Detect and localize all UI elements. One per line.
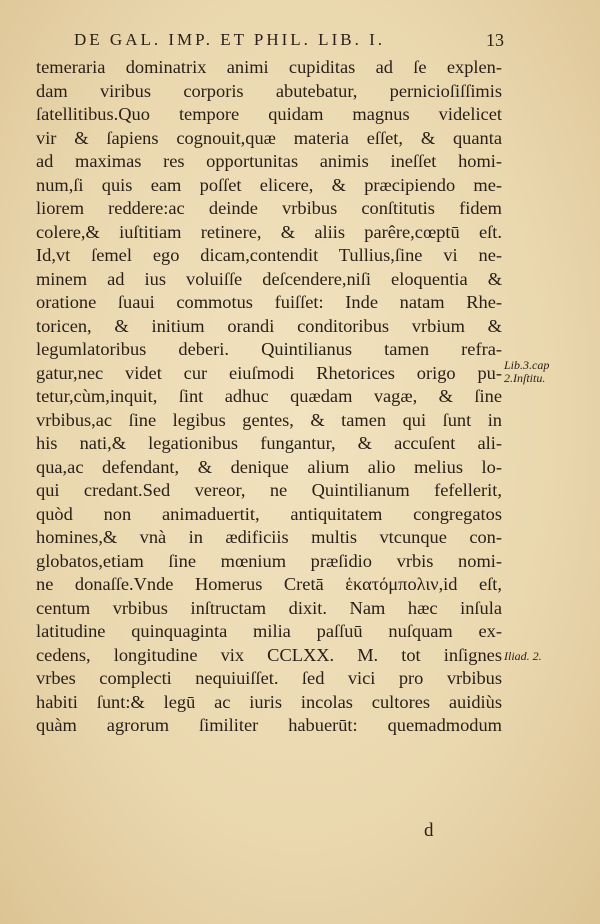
text-line: minem ad ius voluiſſe deſcendere,niſi eloquentia & — [36, 268, 502, 289]
text-line: vir & ſapiens cognouit,quæ materia eſſet, & quanta — [36, 127, 502, 148]
running-head: DE GAL. IMP. ET PHIL. LIB. I. — [74, 30, 385, 49]
text-line: temeraria dominatrix animi cupiditas ad ſe explen- — [36, 57, 502, 77]
text-line: legumlatoribus deberi. Quintilianus tamen refra- — [36, 339, 502, 359]
text-line: colere,& iuſtitiam retinere, & aliis parêre,cœptū eſt. — [36, 221, 502, 242]
margin-note-line: Lib.3.cap — [504, 358, 550, 372]
text-line: cedens, longitudine vix CCLXX. M. tot inſignes — [36, 644, 502, 665]
page-header — [74, 30, 504, 54]
text-line: qua,ac defendant, & denique alium alio melius lo- — [36, 456, 502, 477]
text-line: ad maximas res opportunitas animis ineſſet homi- — [36, 151, 502, 171]
text-line: homines,& vnà in ædificiis multis vtcunque con- — [36, 527, 502, 547]
text-line: vrbibus,ac ſine legibus gentes, & tamen qui ſunt in — [36, 409, 502, 430]
text-line: latitudine quinquaginta milia paſſuū nuſquam ex- — [36, 621, 502, 641]
text-line: globatos,etiam ſine mœnium præſidio vrbis nomi- — [36, 550, 502, 571]
margin-note — [504, 650, 542, 663]
catchword: d — [424, 820, 434, 841]
text-line: gatur,nec videt cur eiuſmodi Rhetorices origo pu- — [36, 362, 502, 383]
text-line: quàm agrorum ſimiliter habuerūt: quemadmodum — [36, 715, 502, 735]
page-number: 13 — [486, 30, 504, 50]
text-line: ne donaſſe.Vnde Homerus Cretā ἑκατόμπολιν,id eſt, — [36, 574, 502, 594]
margin-note-line: 2.Inſtitu. — [504, 371, 546, 385]
text-line: num,ſi quis eam poſſet elicere, & præcipiendo me- — [36, 174, 502, 195]
text-line: habiti ſunt:& legū ac iuris incolas cultores auidiùs — [36, 691, 502, 712]
text-line: his nati,& legationibus fungantur, & accuſent ali- — [36, 433, 502, 453]
text-line: ſatellitibus.Quo tempore quidam magnus videlicet — [36, 104, 502, 124]
text-line: toricen, & initium orandi conditoribus vrbium & — [36, 315, 502, 336]
margin-note-line: Iliad. 2. — [504, 649, 542, 663]
text-line: centum vrbibus inſtructam dixit. Nam hæc inſula — [36, 597, 502, 618]
margin-note — [504, 359, 549, 385]
text-line: oratione ſuaui commotus fuiſſet: Inde natam Rhe- — [36, 292, 502, 312]
text-line: vrbes complecti nequiuiſſet. ſed vici pro vrbibus — [36, 668, 502, 688]
text-line: liorem reddere:ac deinde vrbibus conſtitutis fidem — [36, 198, 502, 218]
body-text — [36, 56, 502, 738]
text-line: tetur,cùm,inquit, ſint adhuc quædam vagæ, & ſine — [36, 386, 502, 406]
text-line: qui credant.Sed vereor, ne Quintilianum fefellerit, — [36, 480, 502, 500]
text-line: Id,vt ſemel ego dicam,contendit Tullius,ſine vi ne- — [36, 245, 502, 265]
text-line: dam viribus corporis abutebatur, pernicioſiſſimis — [36, 80, 502, 101]
text-line: quòd non animaduertit, antiquitatem congregatos — [36, 503, 502, 524]
